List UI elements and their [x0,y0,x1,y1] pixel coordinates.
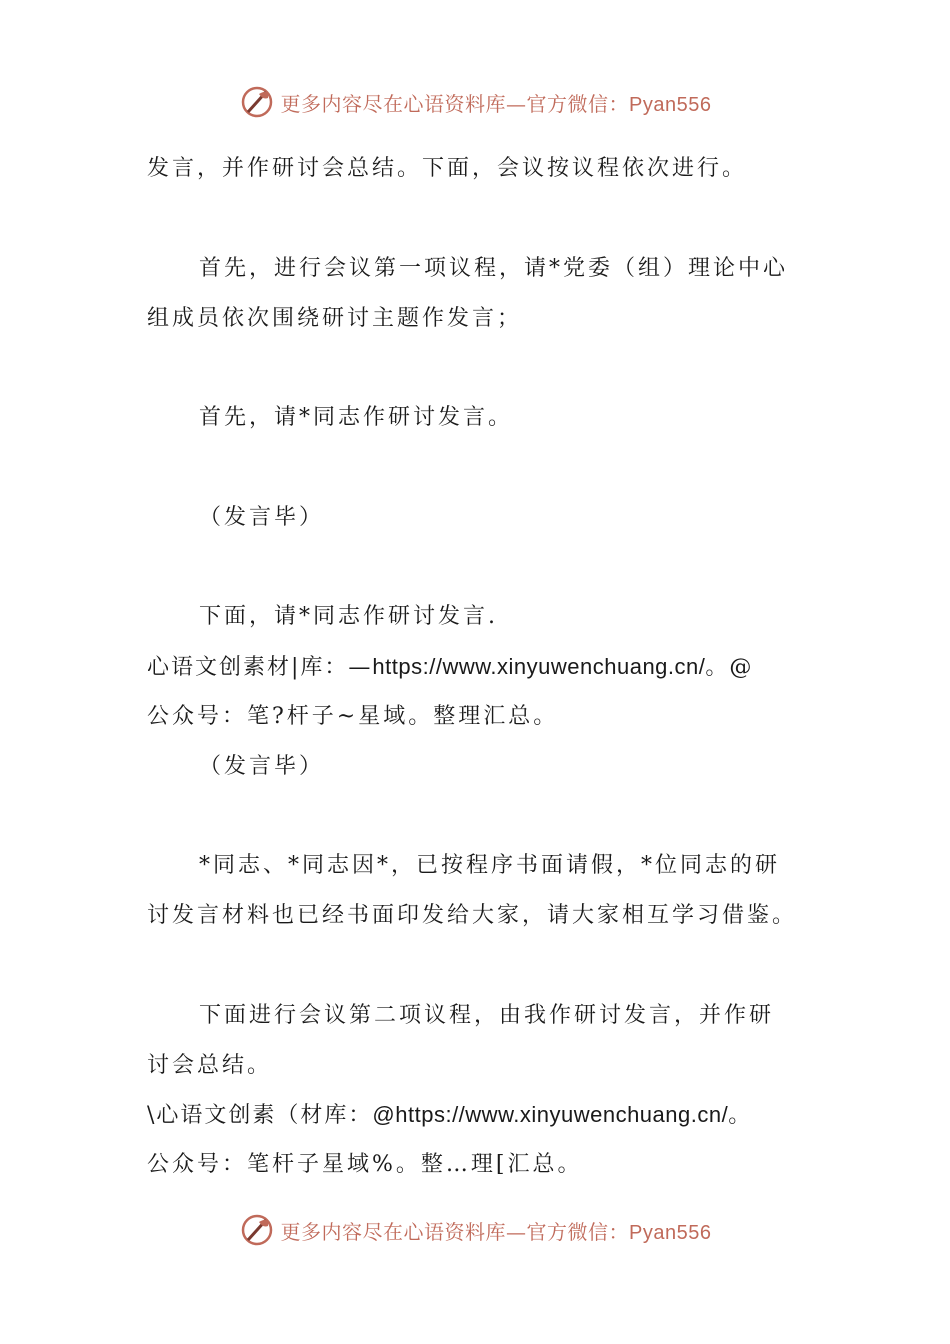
source-line [147,1102,752,1129]
watermark-footer [0,1210,950,1250]
source-suffix: 。@ [705,655,754,680]
watermark-header [0,82,950,122]
paragraph-line: 下面进行会议第二项议程，由我作研讨发言，并作研 [199,1003,775,1028]
watermark-text: 更多内容尽在心语资料库—官方微信：Pyan556 [280,1219,712,1244]
source-url: https://www.xinyuwenchuang.cn/ [372,654,706,679]
watermark-text: 更多内容尽在心语资料库—官方微信：Pyan556 [280,91,712,116]
paragraph-line: 讨会总结。 [147,1053,273,1078]
source-url: @https://www.xinyuwenchuang.cn/ [372,1102,729,1127]
source-suffix: 。 [728,1103,753,1128]
paragraph-line: （发言毕） [199,505,325,530]
paragraph-line: 讨发言材料也已经书面印发给大家，请大家相互学习借鉴。 [147,903,798,928]
paragraph-line: 公众号：笔杆子星域%。整…理[汇总。 [147,1152,583,1177]
paragraph-line: （发言毕） [199,754,325,779]
paragraph-line: 公众号：笔?杆子~星域。整理汇总。 [147,704,559,729]
source-line [147,654,753,681]
source-label: \心语文创素（材库： [147,1103,373,1128]
paragraph-line: *同志、*同志因*，已按程序书面请假，*位同志的研 [199,853,781,878]
paragraph-line: 首先，进行会议第一项议程，请*党委（组）理论中心 [199,256,789,281]
paragraph-line: 发言，并作研讨会总结。下面，会议按议程依次进行。 [147,156,748,181]
paragraph-line: 组成员依次围绕研讨主题作发言； [147,306,523,331]
paragraph-line: 下面，请*同志作研讨发言. [199,604,498,629]
quill-logo-icon [239,84,275,120]
quill-logo-icon [239,1212,275,1248]
source-label: 心语文创素材|库：— [147,655,373,680]
paragraph-line: 首先，请*同志作研讨发言。 [199,405,514,430]
